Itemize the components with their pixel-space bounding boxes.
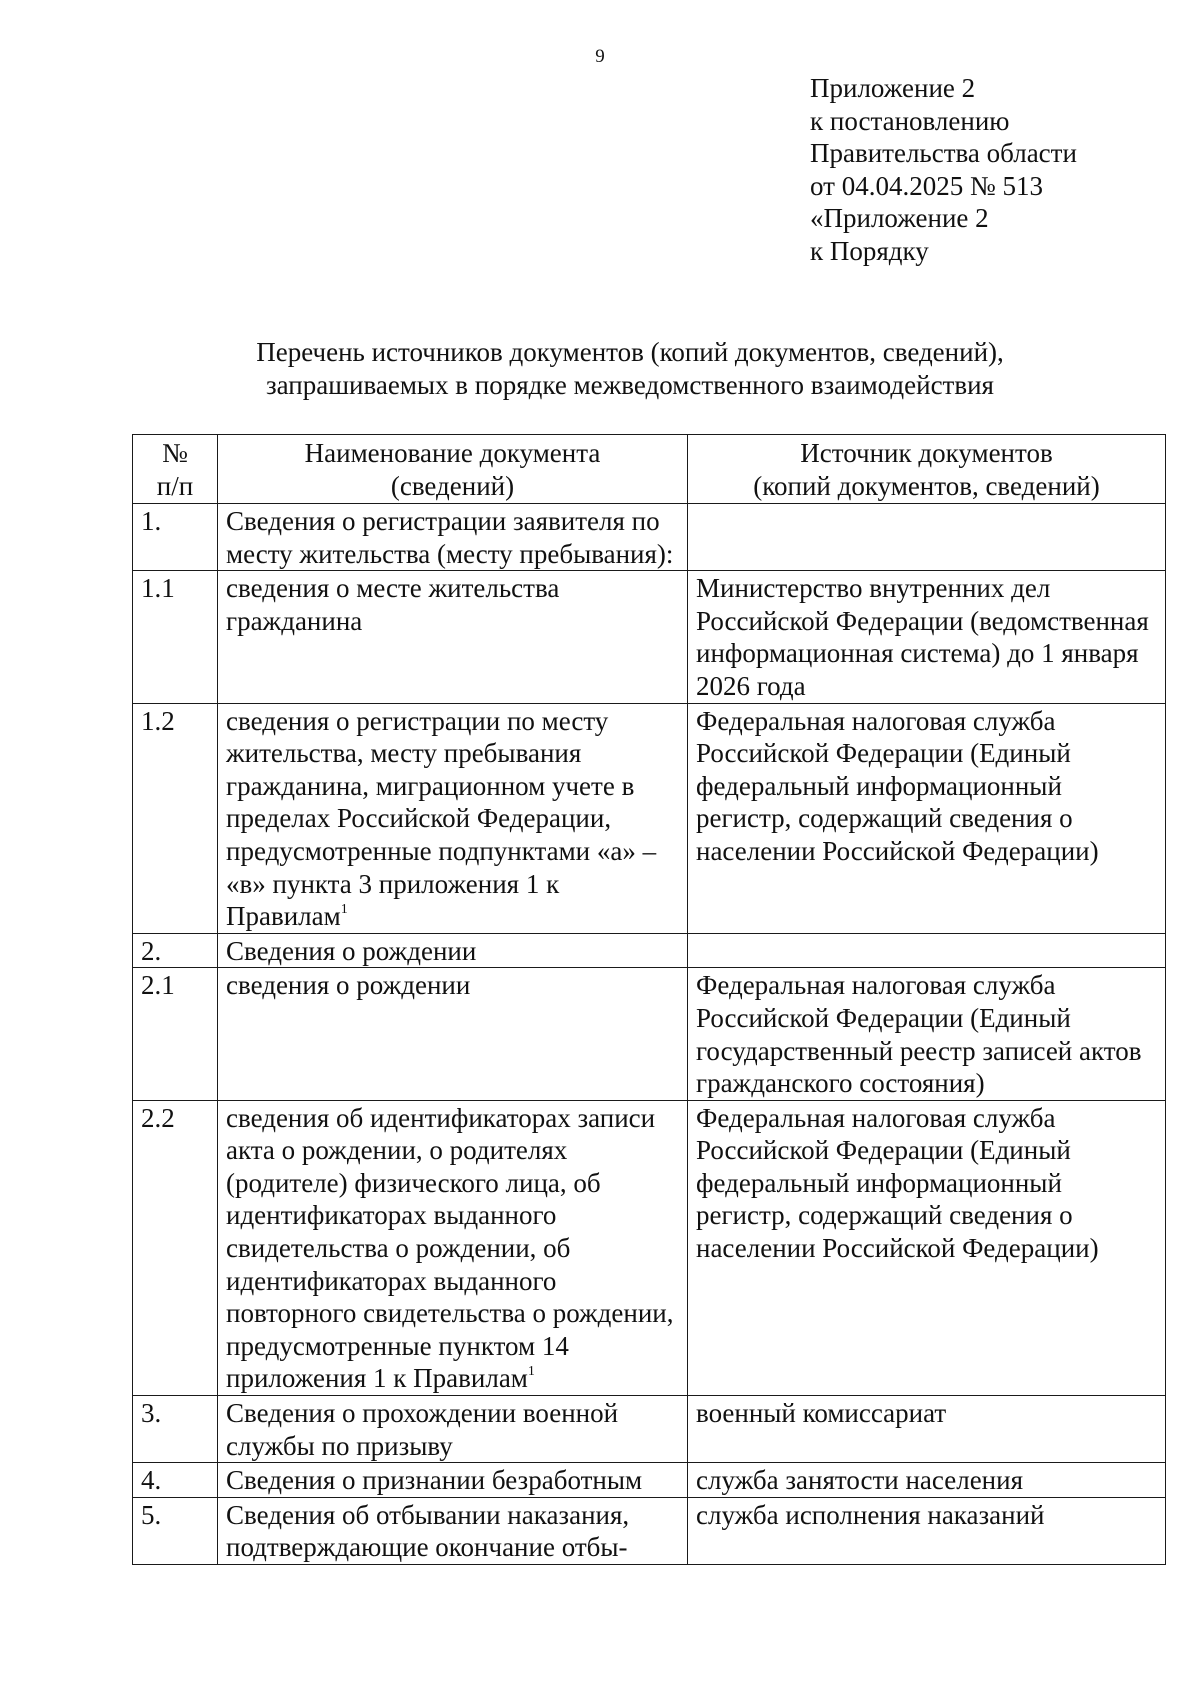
title-line-2: запрашиваемых в порядке межведомственного взаимодействия	[266, 370, 994, 400]
document-title	[130, 336, 1130, 402]
row-source: военный комиссариат	[688, 1396, 1166, 1463]
appendix-line: от 04.04.2025 № 513	[810, 170, 1043, 201]
header-document-name	[218, 435, 688, 504]
row-document-name: Сведения о прохождении военной службы по призыву	[218, 1396, 688, 1463]
row-document-name: сведения о месте жительства гражданина	[218, 571, 688, 703]
page-number: 9	[595, 46, 605, 67]
sources-table	[132, 434, 1166, 1565]
table-row	[133, 1396, 1166, 1463]
footnote-marker: 1	[340, 902, 348, 918]
row-document-name	[218, 703, 688, 933]
row-document-name: Сведения о регистрации заявителя по месту жительства (месту пребывания):	[218, 504, 688, 571]
row-number: 2.2	[133, 1100, 218, 1395]
row-number: 1.2	[133, 703, 218, 933]
appendix-line: к постановлению	[810, 105, 1010, 136]
row-name-text: сведения об идентификаторах записи акта о рождении, о родителях (родителе) физического лица, об идентификаторах выданного свидетельства о рождении, об идентификаторах выданного повторного свидетельства о рождении, предусмотренные пунктом 14 приложения 1 к Правилам	[226, 1102, 674, 1394]
row-number: 3.	[133, 1396, 218, 1463]
row-name-text: сведения о регистрации по месту жительства, месту пребывания гражданина, миграционном учете в пределах Российской Федерации, предусмотренные подпунктами «а» – «в» пункта 3 приложения 1 к Правилам	[226, 705, 657, 932]
appendix-line: Приложение 2	[810, 73, 976, 103]
row-source	[688, 933, 1166, 968]
row-number: 1.	[133, 504, 218, 571]
row-source: служба занятости населения	[688, 1463, 1166, 1498]
table-row	[133, 1100, 1166, 1395]
row-document-name: Сведения о признании безработным	[218, 1463, 688, 1498]
row-number: 5.	[133, 1497, 218, 1564]
appendix-header	[810, 72, 1077, 268]
table-row	[133, 968, 1166, 1100]
header-number-line2: п/п	[156, 471, 194, 501]
table-row	[133, 1463, 1166, 1498]
row-number: 2.1	[133, 968, 218, 1100]
row-document-name	[218, 1100, 688, 1395]
row-document-name: Сведения об отбывании наказания, подтверждающие окончание отбы-	[218, 1497, 688, 1564]
header-name-line2: (сведений)	[390, 471, 515, 501]
table-row	[133, 703, 1166, 933]
row-number: 1.1	[133, 571, 218, 703]
header-number-line1: №	[162, 438, 188, 468]
header-source-line2: (копий документов, сведений)	[753, 471, 1100, 501]
table-header-row	[133, 435, 1166, 504]
header-number	[133, 435, 218, 504]
row-number: 4.	[133, 1463, 218, 1498]
header-source-line1: Источник документов	[800, 438, 1053, 468]
table-row	[133, 571, 1166, 703]
appendix-line: Правительства области	[810, 138, 1077, 169]
table-row	[133, 504, 1166, 571]
table-row	[133, 933, 1166, 968]
header-source	[688, 435, 1166, 504]
table-row	[133, 1497, 1166, 1564]
footnote-marker: 1	[527, 1364, 535, 1380]
row-source: Федеральная налоговая служба Российской Федерации (Единый федеральный информационный регистр, содержащий сведения о населении Российской Федерации)	[688, 703, 1166, 933]
row-source: Федеральная налоговая служба Российской Федерации (Единый государственный реестр записей актов гражданского состояния)	[688, 968, 1166, 1100]
row-source: служба исполнения наказаний	[688, 1497, 1166, 1564]
row-document-name: сведения о рождении	[218, 968, 688, 1100]
row-number: 2.	[133, 933, 218, 968]
appendix-line: к Порядку	[810, 235, 929, 266]
row-source: Министерство внутренних дел Российской Федерации (ведомственная информационная система) до 1 января 2026 года	[688, 571, 1166, 703]
title-line-1: Перечень источников документов (копий документов, сведений),	[256, 337, 1004, 367]
appendix-line: «Приложение 2	[810, 203, 989, 234]
row-source: Федеральная налоговая служба Российской Федерации (Единый федеральный информационный регистр, содержащий сведения о населении Российской Федерации)	[688, 1100, 1166, 1395]
row-document-name: Сведения о рождении	[218, 933, 688, 968]
header-name-line1: Наименование документа	[304, 438, 601, 468]
row-source	[688, 504, 1166, 571]
